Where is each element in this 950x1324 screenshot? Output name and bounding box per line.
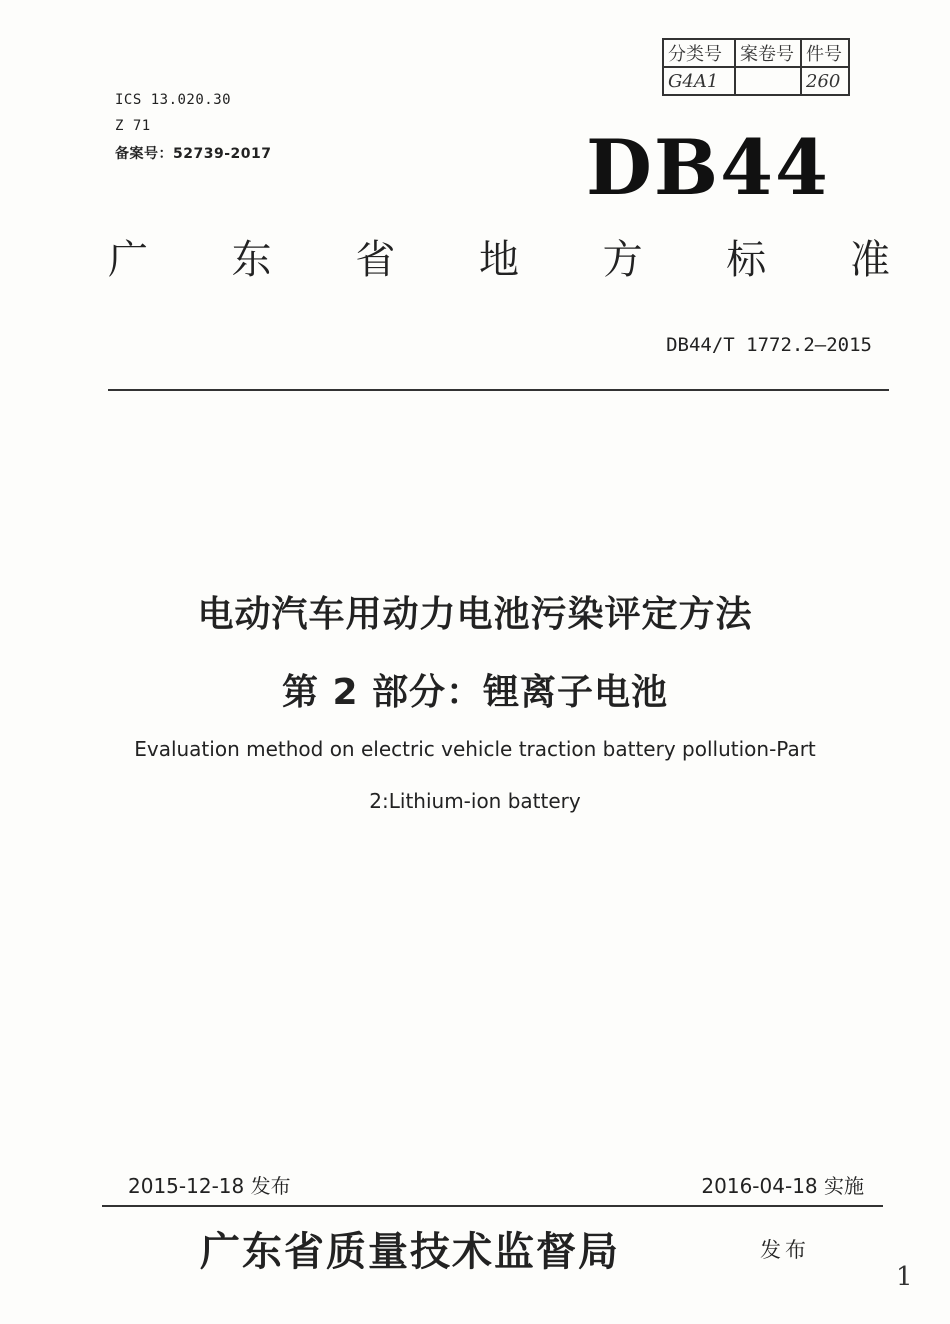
ccs-code: Z 71 bbox=[115, 118, 151, 134]
document-title-en: Evaluation method on electric vehicle traction battery pollution-Part bbox=[134, 737, 816, 761]
stamp-value-volume bbox=[735, 67, 801, 95]
publisher-label: 发布 bbox=[760, 1238, 810, 1262]
title-char: 标 bbox=[726, 237, 767, 283]
filing-number: 备案号：52739-2017 bbox=[115, 146, 272, 162]
publisher-organization: 广东省质量技术监督局 bbox=[200, 1228, 620, 1275]
header-divider bbox=[108, 389, 889, 391]
document-title-cn: 电动汽车用动力电池污染评定方法 bbox=[197, 594, 753, 635]
standard-code-logo: DB44 bbox=[586, 123, 830, 212]
standard-category-title bbox=[108, 236, 890, 284]
footer-divider bbox=[102, 1205, 883, 1207]
stamp-header-volume: 案卷号 bbox=[735, 39, 801, 67]
stamp-header-item: 件号 bbox=[801, 39, 849, 67]
standard-number: DB44/T 1772.2—2015 bbox=[666, 334, 872, 356]
title-char: 广 bbox=[108, 237, 148, 283]
document-subtitle-cn: 第 2 部分：锂离子电池 bbox=[281, 672, 669, 713]
title-char: 准 bbox=[849, 237, 890, 283]
issue-date: 2015-12-18 发布 bbox=[128, 1174, 291, 1198]
stamp-value-classification: G4A1 bbox=[663, 67, 735, 95]
title-char: 东 bbox=[231, 237, 272, 283]
title-char: 省 bbox=[355, 237, 396, 283]
effective-date: 2016-04-18 实施 bbox=[701, 1174, 864, 1198]
stamp-header-classification: 分类号 bbox=[663, 39, 735, 67]
ics-code: ICS 13.020.30 bbox=[115, 92, 232, 108]
archive-stamp bbox=[662, 38, 850, 96]
page-number: 1 bbox=[896, 1262, 913, 1292]
title-char: 方 bbox=[602, 237, 643, 283]
stamp-value-item: 260 bbox=[801, 67, 849, 95]
document-subtitle-en: 2:Lithium-ion battery bbox=[369, 789, 581, 813]
title-char: 地 bbox=[478, 237, 519, 283]
